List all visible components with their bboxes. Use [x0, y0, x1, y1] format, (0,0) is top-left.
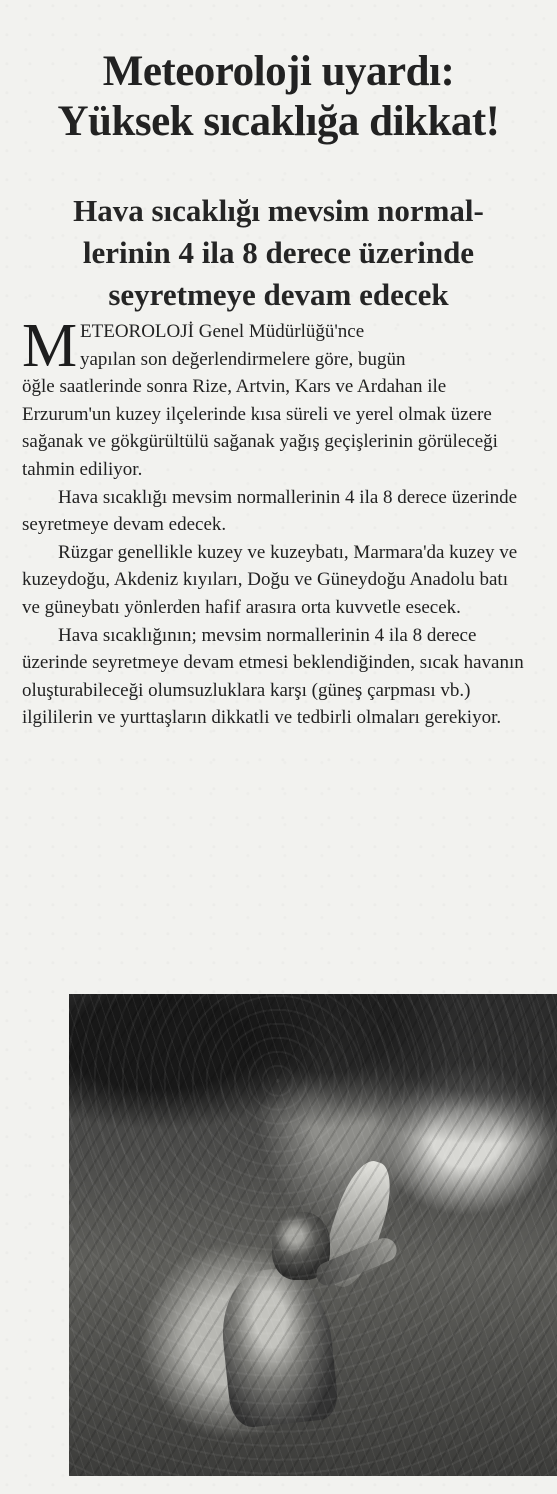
article-paragraph-2: Hava sıcaklığı mevsim normallerinin 4 ila 8 derece üzerinde seyretmeye devam edecek.: [22, 486, 517, 536]
article-paragraph-3: Rüzgar genellikle kuzey ve kuzeybatı, Marmara'da kuzey ve kuzeydoğu, Akdeniz kıyıları, Doğu ve Güneydoğu Anadolu batı ve güneybatı yönlerden hafif arasıra orta kuvvetle esecek.: [22, 541, 518, 618]
drop-cap: M: [22, 312, 78, 380]
article-paragraph-4: Hava sıcaklığının; mevsim normallerinin 4 ila 8 derece üzerinde seyretmeye devam etmesi beklendiğinden, sıcak havanın oluşturabileceği olumsuzluklara karşı (güneş çarpması vb.) ilgililerin ve yurttaşların dikkatli ve tedbirli olmaları gerekiyor.: [22, 624, 524, 729]
article-paragraph-1: öğle saatlerinde sonra Rize, Artvin, Kars ve Ardahan ile Erzurum'un kuzey ilçelerinde kısa süreli ve yerel olmak üzere sağanak ve gökgürültülü sağanak yağış geçişlerinin görüleceği tahmin ediliyor.: [22, 376, 498, 480]
subheadline-line-3: seyretmeye devam edecek: [108, 276, 449, 312]
article-opening: [22, 312, 527, 380]
subheadline-line-1: Hava sıcaklığı mevsim normal-: [73, 192, 484, 228]
opening-line-1: ETEOROLOJİ Genel Müdürlüğü'nce: [80, 321, 365, 342]
headline-line-1: Meteoroloji uyardı:: [102, 47, 455, 95]
subheadline-line-2: lerinin 4 ila 8 derece üzerinde: [82, 234, 475, 270]
opening-line-2: yapılan son değerlendirmelere göre, bugün: [80, 348, 406, 370]
news-photo: [69, 994, 557, 1476]
article-body: [22, 312, 527, 732]
subheadline: [0, 190, 557, 316]
photo-grain: [69, 994, 557, 1476]
headline-line-2: Yüksek sıcaklığa dikkat!: [57, 97, 500, 145]
headline: [0, 47, 557, 147]
